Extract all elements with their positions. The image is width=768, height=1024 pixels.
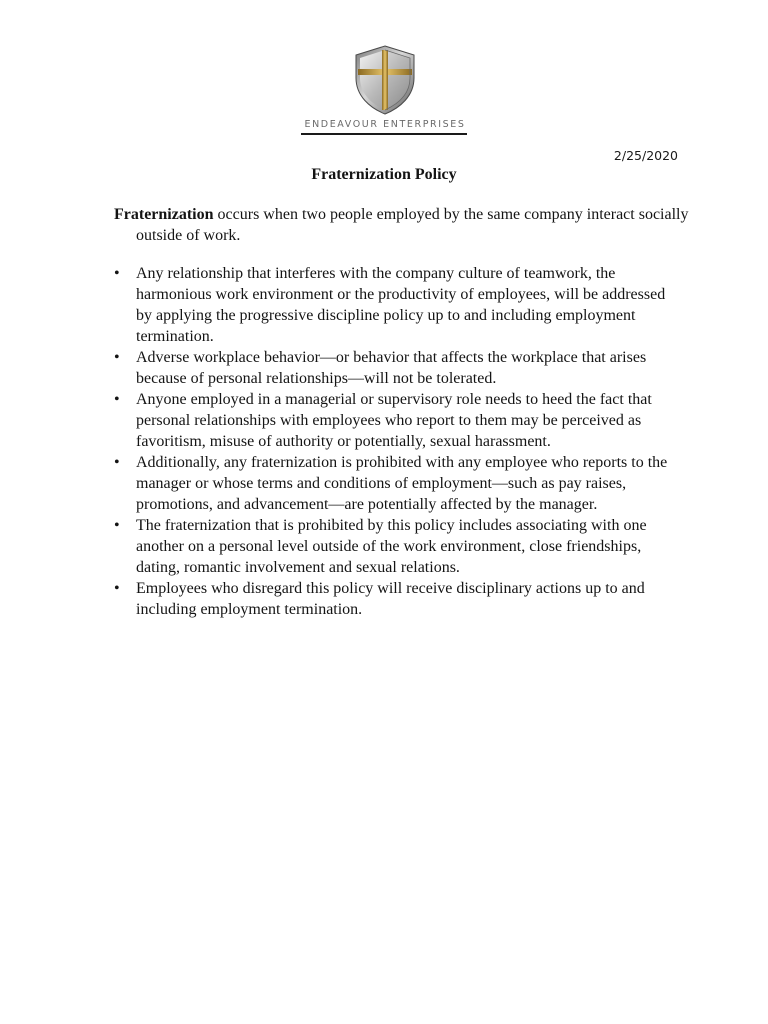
policy-list xyxy=(114,263,674,620)
list-item-text: Additionally, any fraternization is prohibited with any employee who reports to the manager or whose terms and conditions of employment—such as pay raises, promotions, and advancement—are potentially affected by the manager. xyxy=(136,454,668,513)
intro-text: occurs when two people employed by the same company interact socially outside of work. xyxy=(136,206,689,244)
logo-divider xyxy=(301,133,467,135)
list-item xyxy=(114,515,674,578)
bullet-icon: • xyxy=(114,454,120,471)
list-item xyxy=(114,452,674,515)
list-item-text: The fraternization that is prohibited by this policy includes associating with one another on a personal level outside of the work environment, close friendships, dating, romantic involvement and sexual relations. xyxy=(136,517,647,576)
document-date: 2/25/2020 xyxy=(613,148,678,163)
intro-paragraph xyxy=(114,204,696,246)
list-item-text: Adverse workplace behavior—or behavior that affects the workplace that arises because of personal relationships—will not be tolerated. xyxy=(136,349,647,387)
bullet-icon: • xyxy=(114,265,120,282)
bullet-icon: • xyxy=(114,349,120,366)
list-item xyxy=(114,263,674,347)
bullet-icon: • xyxy=(114,580,120,597)
list-item-text: Employees who disregard this policy will receive disciplinary actions up to and including employment termination. xyxy=(136,580,645,618)
company-logo xyxy=(300,44,470,140)
document-title: Fraternization Policy xyxy=(311,166,457,183)
company-name: ENDEAVOUR ENTERPRISES xyxy=(304,119,466,130)
list-item xyxy=(114,389,674,452)
bullet-icon: • xyxy=(114,517,120,534)
list-item-text: Any relationship that interferes with the company culture of teamwork, the harmonious work environment or the productivity of employees, will be addressed by applying the progressive discipline policy up to and including employment termination. xyxy=(136,265,666,345)
list-item-text: Anyone employed in a managerial or supervisory role needs to heed the fact that personal relationships with employees who report to them may be perceived as favoritism, misuse of authority or potentially, sexual harassment. xyxy=(136,391,652,450)
shield-icon xyxy=(352,44,418,116)
bullet-icon: • xyxy=(114,391,120,408)
list-item xyxy=(114,578,674,620)
intro-term: Fraternization xyxy=(114,206,214,223)
list-item xyxy=(114,347,674,389)
